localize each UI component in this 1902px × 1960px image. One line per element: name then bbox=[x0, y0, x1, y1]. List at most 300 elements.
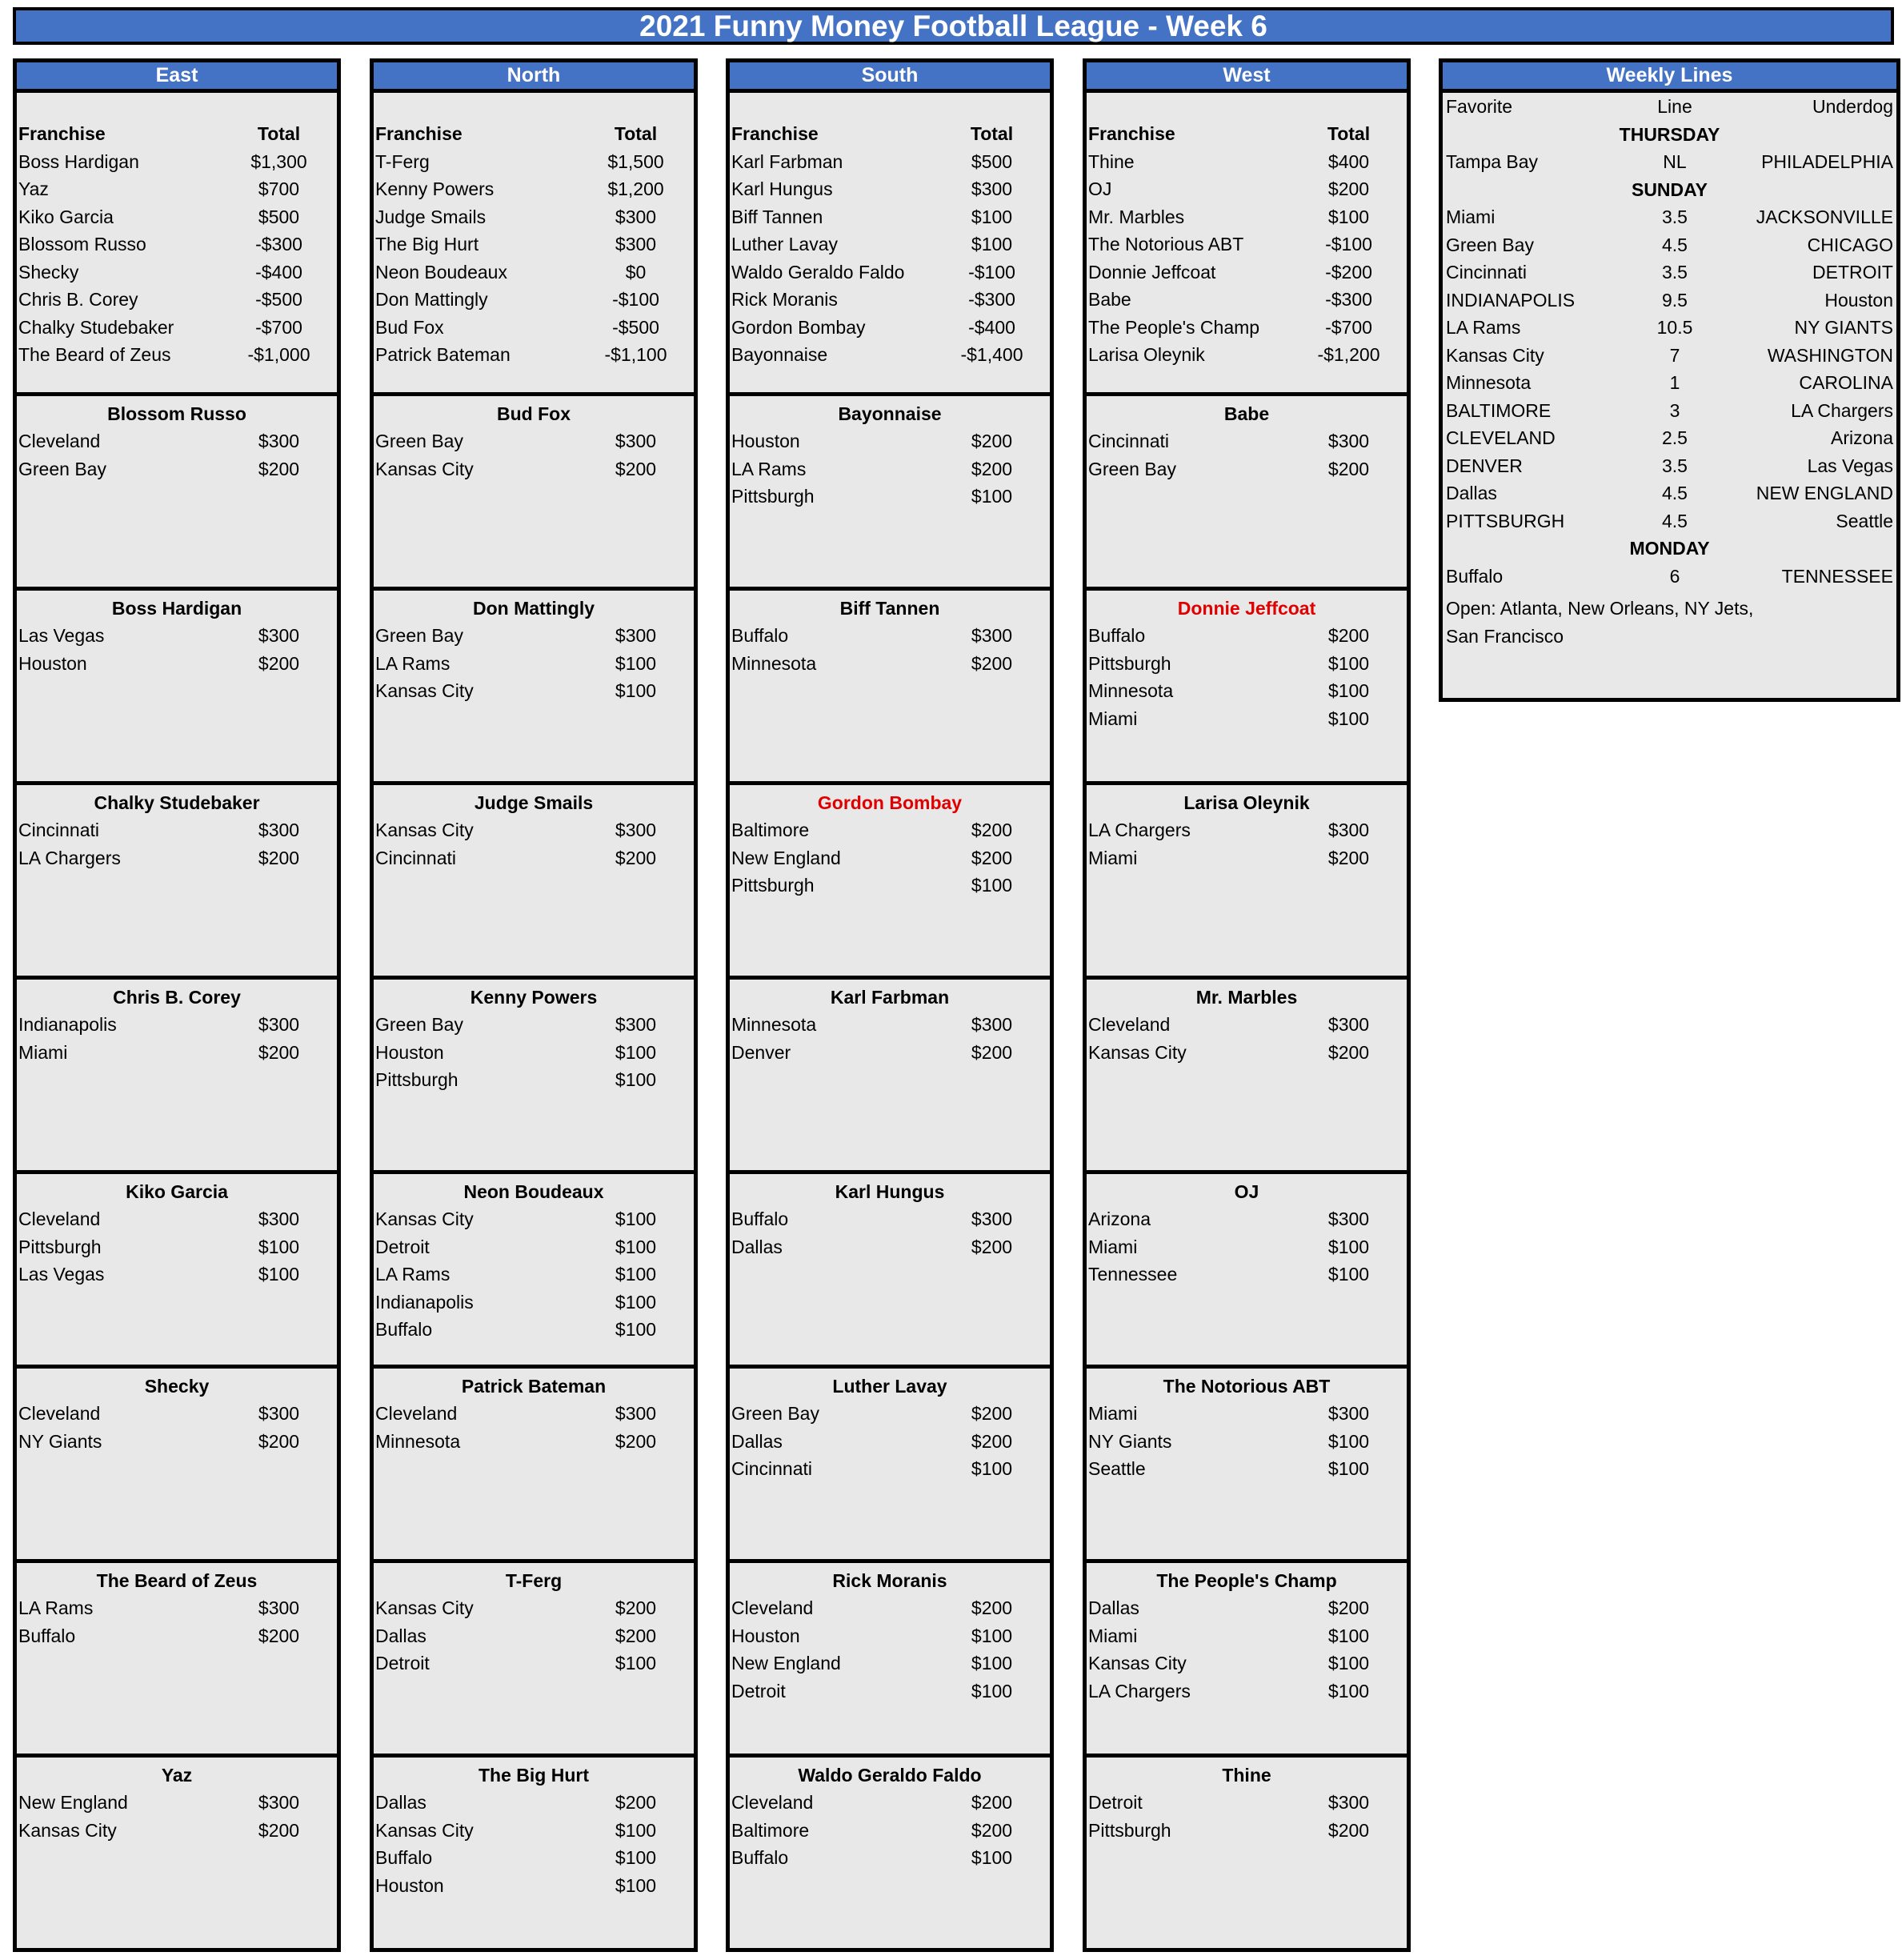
line-value: 3 bbox=[1669, 399, 1680, 421]
pick-row bbox=[730, 1622, 1050, 1650]
franchise-name: OJ bbox=[1088, 178, 1112, 199]
line-row bbox=[1443, 507, 1896, 535]
franchise-name: Boss Hardigan bbox=[18, 150, 139, 172]
underdog-team: JACKSONVILLE bbox=[1756, 206, 1893, 227]
pick-team: Dallas bbox=[731, 1430, 783, 1452]
standings-header bbox=[1087, 120, 1407, 148]
pick-team: Green Bay bbox=[375, 625, 463, 646]
franchise-name: Yaz bbox=[18, 178, 49, 199]
franchise-total: $200 bbox=[1327, 178, 1370, 199]
pick-amount: $300 bbox=[258, 1403, 300, 1424]
total-header: Total bbox=[614, 123, 658, 144]
franchise-name: Mr. Marbles bbox=[1088, 206, 1185, 227]
weekly-lines-header bbox=[1443, 93, 1896, 121]
pick-row bbox=[374, 1872, 694, 1900]
pick-row bbox=[17, 1622, 337, 1650]
pick-team: New England bbox=[731, 847, 841, 868]
pick-row bbox=[1087, 1622, 1407, 1650]
pick-row bbox=[730, 816, 1050, 844]
underdog-team: TENNESSEE bbox=[1781, 565, 1893, 587]
pick-amount: $200 bbox=[1327, 847, 1370, 868]
standings-row bbox=[374, 259, 694, 287]
line-row bbox=[1443, 287, 1896, 315]
franchise-name: Bud Fox bbox=[375, 316, 444, 338]
favorite-team: Dallas bbox=[1446, 483, 1497, 503]
pick-row bbox=[1087, 1649, 1407, 1677]
pick-team: Detroit bbox=[375, 1236, 430, 1257]
pick-amount: $100 bbox=[1327, 1653, 1370, 1673]
standings-table bbox=[726, 89, 1054, 396]
pick-row bbox=[17, 622, 337, 650]
favorite-team: Tampa Bay bbox=[1446, 151, 1539, 172]
franchise-name: The Big Hurt bbox=[375, 234, 479, 255]
pick-row bbox=[1087, 705, 1407, 733]
pick-row bbox=[730, 1039, 1050, 1067]
pick-team: Green Bay bbox=[731, 1403, 819, 1424]
pick-row bbox=[374, 677, 694, 705]
owner-name: T-Ferg bbox=[505, 1570, 563, 1591]
line-header: Line bbox=[1657, 96, 1692, 117]
weekly-lines-rows bbox=[1443, 121, 1896, 591]
pick-team: LA Chargers bbox=[1088, 820, 1191, 840]
pick-team: Denver bbox=[731, 1041, 791, 1063]
pick-team: Seattle bbox=[1088, 1458, 1146, 1479]
owner-card bbox=[370, 1758, 698, 1952]
pick-team: Pittsburgh bbox=[1088, 652, 1171, 674]
pick-team: Houston bbox=[731, 1625, 800, 1646]
pick-amount: $100 bbox=[1327, 707, 1370, 729]
pick-amount: $300 bbox=[258, 820, 300, 840]
pick-amount: $200 bbox=[615, 847, 657, 868]
standings-row bbox=[17, 148, 337, 176]
pick-team: Miami bbox=[1088, 1403, 1138, 1424]
pick-team: Houston bbox=[731, 431, 800, 451]
pick-row bbox=[730, 1400, 1050, 1428]
owner-card bbox=[370, 1563, 698, 1758]
pick-team: New England bbox=[731, 1653, 841, 1673]
franchise-name: Gordon Bombay bbox=[731, 316, 866, 338]
owner-card bbox=[13, 785, 341, 980]
favorite-team: Minnesota bbox=[1446, 372, 1532, 393]
owner-name: Yaz bbox=[161, 1765, 193, 1786]
owner-card bbox=[370, 1369, 698, 1563]
pick-row bbox=[1087, 1261, 1407, 1289]
owner-card bbox=[370, 591, 698, 785]
standings-row bbox=[730, 203, 1050, 231]
favorite-team: LA Rams bbox=[1446, 317, 1521, 338]
line-value: 3.5 bbox=[1662, 206, 1688, 227]
owner-card bbox=[726, 1563, 1054, 1758]
standings-row bbox=[730, 286, 1050, 314]
total-header: Total bbox=[1327, 123, 1371, 144]
pick-row bbox=[374, 1316, 694, 1344]
pick-amount: $300 bbox=[258, 625, 300, 646]
franchise-name: Chris B. Corey bbox=[18, 289, 138, 310]
owner-card bbox=[1083, 591, 1411, 785]
owner-name: Rick Moranis bbox=[832, 1570, 947, 1591]
franchise-name: Kenny Powers bbox=[375, 178, 495, 199]
pick-team: Kansas City bbox=[1088, 1653, 1187, 1673]
franchise-total: -$200 bbox=[1325, 261, 1372, 283]
franchise-name: Patrick Bateman bbox=[375, 344, 511, 365]
underdog-team: WASHINGTON bbox=[1767, 344, 1893, 366]
pick-row bbox=[730, 455, 1050, 483]
pick-amount: $100 bbox=[615, 680, 657, 701]
pick-amount: $200 bbox=[1327, 625, 1370, 646]
pick-team: Cleveland bbox=[731, 1597, 814, 1618]
line-row bbox=[1443, 369, 1896, 397]
owner-card bbox=[726, 1758, 1054, 1952]
pick-team: Cincinnati bbox=[375, 847, 456, 868]
owner-name: Blossom Russo bbox=[107, 403, 246, 424]
pick-team: Miami bbox=[1088, 707, 1138, 729]
owner-card bbox=[13, 1758, 341, 1952]
line-row bbox=[1443, 424, 1896, 452]
owner-name: Thine bbox=[1222, 1765, 1271, 1786]
standings-row bbox=[1087, 341, 1407, 369]
pick-row bbox=[1087, 1400, 1407, 1428]
pick-row bbox=[1087, 1428, 1407, 1456]
favorite-header: Favorite bbox=[1446, 96, 1513, 117]
owner-name: Waldo Geraldo Faldo bbox=[798, 1765, 982, 1786]
owner-name: OJ bbox=[1234, 1181, 1259, 1202]
franchise-total: $100 bbox=[971, 234, 1013, 255]
favorite-team: PITTSBURGH bbox=[1446, 510, 1565, 531]
weekly-lines bbox=[1439, 58, 1900, 702]
pick-team: Buffalo bbox=[375, 1847, 433, 1868]
pick-row bbox=[374, 1817, 694, 1845]
division-west bbox=[1083, 58, 1411, 1952]
pick-team: Green Bay bbox=[375, 431, 463, 451]
pick-team: Miami bbox=[18, 1041, 68, 1063]
pick-team: Buffalo bbox=[1088, 625, 1146, 646]
pick-amount: $100 bbox=[1327, 1458, 1370, 1479]
franchise-name: Blossom Russo bbox=[18, 234, 146, 255]
pick-row bbox=[730, 622, 1050, 650]
pick-row bbox=[17, 1594, 337, 1622]
pick-amount: $200 bbox=[1327, 1597, 1370, 1618]
pick-team: LA Rams bbox=[375, 652, 450, 674]
pick-row bbox=[730, 1011, 1050, 1039]
franchise-total: -$100 bbox=[1325, 234, 1372, 255]
pick-team: Baltimore bbox=[731, 820, 810, 840]
page-title: 2021 Funny Money Football League - Week 6 bbox=[13, 7, 1894, 45]
standings-row bbox=[1087, 203, 1407, 231]
franchise-name: Don Mattingly bbox=[375, 289, 488, 310]
franchise-total: $300 bbox=[971, 178, 1013, 199]
owner-name: Shecky bbox=[144, 1376, 210, 1397]
pick-team: Buffalo bbox=[731, 625, 789, 646]
pick-team: Kansas City bbox=[18, 1819, 117, 1841]
pick-amount: $100 bbox=[615, 1208, 657, 1229]
owner-name: The Notorious ABT bbox=[1163, 1376, 1331, 1397]
favorite-team: Green Bay bbox=[1446, 234, 1534, 255]
pick-amount: $200 bbox=[258, 1819, 300, 1841]
open-teams: Open: Atlanta, New Orleans, NY Jets, San Francisco bbox=[1446, 598, 1754, 647]
owner-name: Chalky Studebaker bbox=[94, 792, 260, 813]
pick-row bbox=[374, 1205, 694, 1233]
pick-row bbox=[374, 844, 694, 872]
owner-card bbox=[13, 1174, 341, 1369]
underdog-team: DETROIT bbox=[1812, 262, 1893, 283]
favorite-team: Buffalo bbox=[1446, 565, 1504, 587]
franchise-total: $300 bbox=[615, 206, 657, 227]
pick-row bbox=[1087, 1233, 1407, 1261]
pick-amount: $200 bbox=[971, 1819, 1013, 1841]
pick-amount: $100 bbox=[615, 1069, 657, 1090]
owner-name: Babe bbox=[1223, 403, 1270, 424]
day-label: SUNDAY bbox=[1631, 178, 1708, 200]
franchise-header: Franchise bbox=[18, 123, 106, 144]
owner-name: Boss Hardigan bbox=[111, 598, 242, 619]
franchise-total: -$700 bbox=[1325, 316, 1372, 338]
pick-row bbox=[17, 1817, 337, 1845]
franchise-name: Waldo Geraldo Faldo bbox=[731, 261, 905, 283]
pick-amount: $100 bbox=[971, 1680, 1013, 1701]
pick-amount: $100 bbox=[971, 486, 1013, 507]
line-value: 7 bbox=[1669, 344, 1680, 366]
pick-amount: $100 bbox=[1327, 1430, 1370, 1452]
pick-team: Arizona bbox=[1088, 1208, 1151, 1229]
franchise-total: $700 bbox=[258, 178, 300, 199]
pick-team: Minnesota bbox=[1088, 680, 1174, 701]
pick-row bbox=[730, 427, 1050, 455]
franchise-total: -$700 bbox=[255, 316, 302, 338]
pick-team: Cleveland bbox=[731, 1792, 814, 1813]
owner-name: Patrick Bateman bbox=[461, 1376, 607, 1397]
owner-name: Karl Farbman bbox=[830, 987, 950, 1008]
pick-team: Kansas City bbox=[375, 458, 474, 479]
pick-amount: $200 bbox=[1327, 1819, 1370, 1841]
pick-amount: $200 bbox=[971, 847, 1013, 868]
standings-table bbox=[370, 89, 698, 396]
owner-card bbox=[1083, 1563, 1411, 1758]
pick-amount: $100 bbox=[971, 1653, 1013, 1673]
pick-row bbox=[17, 1428, 337, 1456]
franchise-total: $300 bbox=[615, 234, 657, 255]
pick-team: Houston bbox=[375, 1041, 444, 1063]
pick-row bbox=[730, 1844, 1050, 1872]
pick-team: Cincinnati bbox=[1088, 431, 1169, 451]
standings-row bbox=[374, 230, 694, 259]
franchise-total: $100 bbox=[971, 206, 1013, 227]
pick-row bbox=[1087, 455, 1407, 483]
franchise-name: Judge Smails bbox=[375, 206, 487, 227]
pick-row bbox=[730, 1205, 1050, 1233]
pick-amount: $200 bbox=[615, 1430, 657, 1452]
pick-row bbox=[17, 1205, 337, 1233]
line-value: 10.5 bbox=[1656, 317, 1693, 338]
owner-name: Kiko Garcia bbox=[126, 1181, 228, 1202]
pick-team: Pittsburgh bbox=[18, 1236, 102, 1257]
pick-team: Kansas City bbox=[375, 1819, 474, 1841]
pick-team: Minnesota bbox=[375, 1430, 461, 1452]
owner-name: The People's Champ bbox=[1156, 1570, 1337, 1591]
pick-amount: $100 bbox=[971, 875, 1013, 896]
pick-row bbox=[730, 1455, 1050, 1483]
standings-row bbox=[374, 175, 694, 203]
pick-team: Las Vegas bbox=[18, 625, 105, 646]
owner-card bbox=[1083, 1369, 1411, 1563]
pick-row bbox=[1087, 816, 1407, 844]
pick-amount: $100 bbox=[615, 1236, 657, 1257]
pick-row bbox=[17, 650, 337, 678]
pick-amount: $100 bbox=[1327, 652, 1370, 674]
favorite-team: INDIANAPOLIS bbox=[1446, 289, 1576, 311]
owner-card bbox=[726, 396, 1054, 591]
franchise-total: -$300 bbox=[255, 234, 302, 255]
pick-team: Baltimore bbox=[731, 1819, 810, 1841]
underdog-header: Underdog bbox=[1812, 96, 1893, 117]
franchise-total: $400 bbox=[1327, 150, 1370, 172]
franchise-total: $1,500 bbox=[607, 150, 664, 172]
pick-amount: $100 bbox=[258, 1264, 300, 1285]
owner-name: Biff Tannen bbox=[839, 598, 940, 619]
underdog-team: Houston bbox=[1824, 289, 1893, 311]
pick-row bbox=[730, 872, 1050, 900]
pick-team: Buffalo bbox=[18, 1625, 76, 1646]
line-row bbox=[1443, 203, 1896, 231]
owner-name: Judge Smails bbox=[474, 792, 594, 813]
owner-card bbox=[726, 1369, 1054, 1563]
franchise-name: Karl Hungus bbox=[731, 178, 833, 199]
owner-name: Karl Hungus bbox=[835, 1181, 945, 1202]
owner-name: Donnie Jeffcoat bbox=[1177, 598, 1316, 619]
pick-team: Buffalo bbox=[731, 1847, 789, 1868]
pick-team: Cleveland bbox=[18, 1403, 101, 1424]
pick-amount: $200 bbox=[971, 1597, 1013, 1618]
pick-amount: $300 bbox=[258, 431, 300, 451]
pick-amount: $300 bbox=[615, 1403, 657, 1424]
pick-row bbox=[730, 483, 1050, 511]
pick-amount: $100 bbox=[615, 1874, 657, 1896]
underdog-team: LA Chargers bbox=[1791, 399, 1893, 421]
pick-row bbox=[730, 1649, 1050, 1677]
franchise-name: Kiko Garcia bbox=[18, 206, 114, 227]
standings-header bbox=[17, 120, 337, 148]
pick-row bbox=[374, 1261, 694, 1289]
pick-team: LA Rams bbox=[375, 1264, 450, 1285]
franchise-header: Franchise bbox=[731, 123, 819, 144]
line-value: NL bbox=[1663, 151, 1687, 172]
favorite-team: Cincinnati bbox=[1446, 262, 1527, 283]
pick-team: Buffalo bbox=[731, 1208, 789, 1229]
pick-team: Buffalo bbox=[375, 1319, 433, 1340]
pick-amount: $200 bbox=[971, 431, 1013, 451]
pick-amount: $200 bbox=[615, 1597, 657, 1618]
pick-amount: $100 bbox=[615, 1847, 657, 1868]
weekly-lines-panel bbox=[1439, 89, 1900, 702]
pick-amount: $300 bbox=[1327, 1403, 1370, 1424]
underdog-team: NY GIANTS bbox=[1794, 317, 1893, 338]
pick-amount: $100 bbox=[1327, 1264, 1370, 1285]
owner-name: Kenny Powers bbox=[470, 987, 598, 1008]
standings-row bbox=[1087, 148, 1407, 176]
franchise-name: Thine bbox=[1088, 150, 1135, 172]
standings-row bbox=[17, 259, 337, 287]
pick-row bbox=[1087, 677, 1407, 705]
owner-name: Mr. Marbles bbox=[1195, 987, 1298, 1008]
pick-amount: $100 bbox=[1327, 1680, 1370, 1701]
division-header: North bbox=[370, 58, 698, 89]
line-value: 3.5 bbox=[1662, 262, 1688, 283]
franchise-name: Donnie Jeffcoat bbox=[1088, 261, 1216, 283]
pick-row bbox=[374, 1233, 694, 1261]
pick-team: Cleveland bbox=[18, 1208, 101, 1229]
pick-row bbox=[730, 844, 1050, 872]
pick-row bbox=[17, 844, 337, 872]
pick-amount: $200 bbox=[615, 458, 657, 479]
pick-amount: $300 bbox=[258, 1597, 300, 1618]
pick-amount: $300 bbox=[1327, 1792, 1370, 1813]
pick-row bbox=[374, 816, 694, 844]
pick-team: Houston bbox=[18, 652, 87, 674]
standings-row bbox=[730, 230, 1050, 259]
pick-amount: $100 bbox=[971, 1458, 1013, 1479]
standings-header bbox=[374, 120, 694, 148]
franchise-total: $1,200 bbox=[607, 178, 664, 199]
underdog-team: Las Vegas bbox=[1807, 455, 1893, 476]
owner-card bbox=[726, 1174, 1054, 1369]
franchise-name: T-Ferg bbox=[375, 150, 430, 172]
pick-row bbox=[374, 1011, 694, 1039]
pick-team: Pittsburgh bbox=[731, 875, 815, 896]
pick-row bbox=[1087, 1594, 1407, 1622]
day-label: MONDAY bbox=[1629, 538, 1710, 559]
pick-row bbox=[730, 1428, 1050, 1456]
total-header: Total bbox=[970, 123, 1014, 144]
owner-card bbox=[1083, 1758, 1411, 1952]
pick-amount: $300 bbox=[258, 1208, 300, 1229]
favorite-team: Miami bbox=[1446, 206, 1496, 227]
pick-row bbox=[17, 1233, 337, 1261]
weekly-lines-title: Weekly Lines bbox=[1439, 58, 1900, 89]
pick-amount: $300 bbox=[615, 820, 657, 840]
pick-team: NY Giants bbox=[18, 1430, 102, 1452]
standings-row bbox=[730, 175, 1050, 203]
pick-team: Kansas City bbox=[375, 1208, 474, 1229]
pick-team: Cincinnati bbox=[731, 1458, 812, 1479]
pick-amount: $300 bbox=[1327, 1014, 1370, 1035]
pick-amount: $200 bbox=[971, 1430, 1013, 1452]
pick-row bbox=[374, 622, 694, 650]
franchise-total: -$500 bbox=[255, 289, 302, 310]
pick-row bbox=[374, 1844, 694, 1872]
owner-name: Chris B. Corey bbox=[113, 987, 241, 1008]
owner-name: The Big Hurt bbox=[479, 1765, 589, 1786]
pick-amount: $100 bbox=[615, 652, 657, 674]
pick-row bbox=[17, 1789, 337, 1817]
franchise-header: Franchise bbox=[375, 123, 462, 144]
pick-amount: $100 bbox=[615, 1319, 657, 1340]
standings-header bbox=[730, 120, 1050, 148]
pick-row bbox=[374, 1066, 694, 1094]
pick-row bbox=[1087, 1677, 1407, 1705]
line-value: 9.5 bbox=[1662, 289, 1688, 311]
pick-team: Green Bay bbox=[375, 1014, 463, 1035]
pick-amount: $300 bbox=[615, 431, 657, 451]
pick-team: Kansas City bbox=[1088, 1041, 1187, 1063]
line-row bbox=[1443, 397, 1896, 425]
pick-amount: $100 bbox=[1327, 1236, 1370, 1257]
pick-row bbox=[1087, 1789, 1407, 1817]
pick-team: Pittsburgh bbox=[375, 1069, 458, 1090]
pick-team: Detroit bbox=[375, 1653, 430, 1673]
pick-team: Pittsburgh bbox=[1088, 1819, 1171, 1841]
owner-name: The Beard of Zeus bbox=[96, 1570, 258, 1591]
division-header: South bbox=[726, 58, 1054, 89]
pick-team: Houston bbox=[375, 1874, 444, 1896]
